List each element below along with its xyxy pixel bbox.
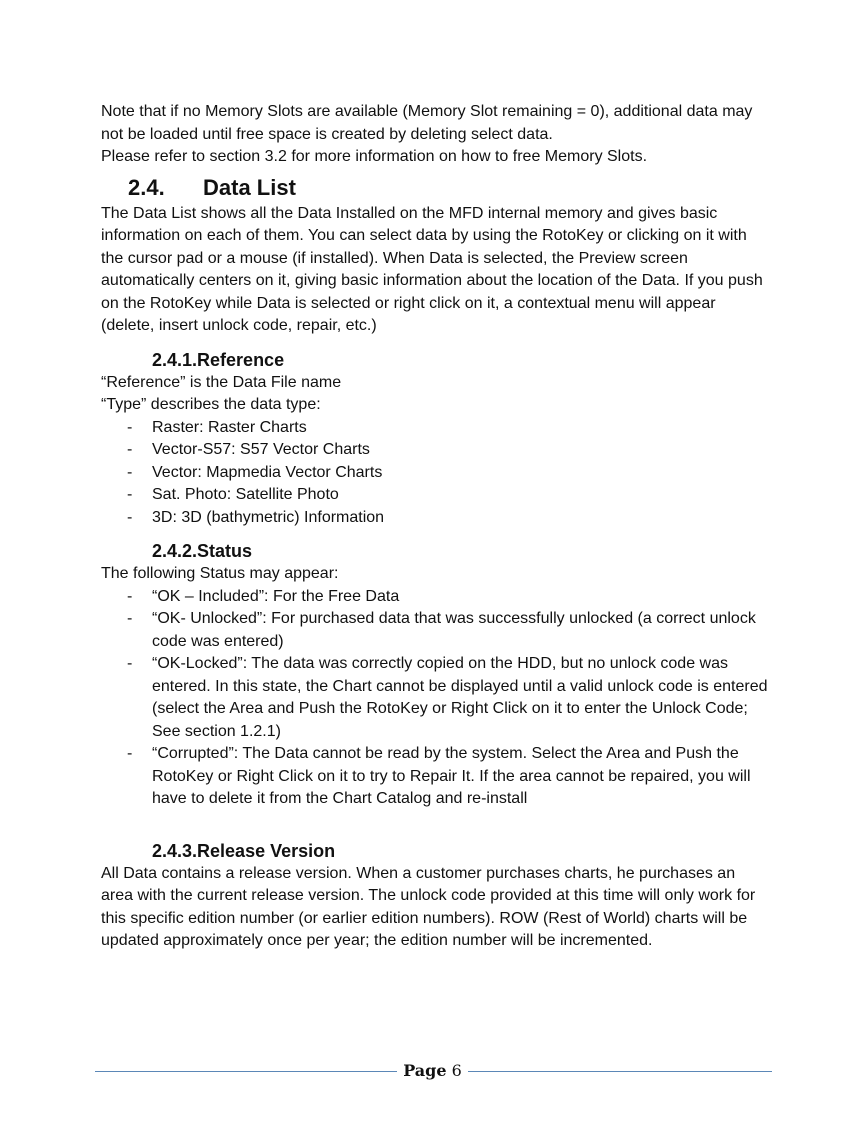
type-list <box>101 417 771 530</box>
section-body: The Data List shows all the Data Installed on the MFD internal memory and gives basic information on each of them. You can select data by using the RotoKey or clicking on it with the cursor pad or a mouse (if installed). When Data is selected, the Preview screen automatically centers on it, giving basic information about the location of the Data. If you push on the RotoKey while Data is selected or right click on it, a contextual menu will appear (delete, insert unlock code, repair, etc.) <box>101 204 763 334</box>
intro-paragraph-1: Note that if no Memory Slots are available (Memory Slot remaining = 0), additional data may not be loaded until free space is created by deleting select data. <box>101 103 753 143</box>
section-title: Data List <box>203 174 296 200</box>
page-footer <box>95 1059 772 1085</box>
section-number: 2.4. <box>128 174 165 200</box>
page-number-value: 6 <box>451 1061 462 1080</box>
page-label: Page <box>403 1061 447 1080</box>
list-item: - 3D: 3D (bathymetric) Information <box>101 507 771 530</box>
status-intro: The following Status may appear: <box>101 565 339 582</box>
document-body <box>101 101 771 953</box>
list-item: - Vector-S57: S57 Vector Charts <box>101 439 771 462</box>
reference-line-1: “Reference” is the Data File name <box>101 373 342 391</box>
list-item: - “Corrupted”: The Data cannot be read by the system. Select the Area and Push the RotoKey or Right Click on it to try to Repair It. If the area cannot be repaired, you will have to delete it from the Chart Catalog and re-install <box>101 743 771 811</box>
list-item: - Vector: Mapmedia Vector Charts <box>101 462 771 485</box>
reference-line-2: “Type” describes the data type: <box>101 396 321 413</box>
list-item: - “OK-Locked”: The data was correctly copied on the HDD, but no unlock code was entered. In this state, the Chart cannot be displayed until a valid unlock code is entered (select the Area and Push the RotoKey or Right Click on it to enter the Unlock Code; See section 1.2.1) <box>101 653 771 743</box>
release-body: All Data contains a release version. When a customer purchases charts, he purchases an area with the current release version. The unlock code provided at this time will only work for this specific edition number (or earlier edition numbers). ROW (Rest of World) charts will be updated approximately once per year; the edition number will be incremented. <box>101 864 756 949</box>
intro-paragraph-2: Please refer to section 3.2 for more information on how to free Memory Slots. <box>101 148 648 165</box>
footer-rule-left <box>95 1071 397 1072</box>
list-item: - “OK – Included”: For the Free Data <box>101 586 771 609</box>
status-heading: 2.4.2.Status <box>152 541 253 561</box>
list-item: - “OK- Unlocked”: For purchased data that was successfully unlocked (a correct unlock code was entered) <box>101 608 771 653</box>
list-item: - Raster: Raster Charts <box>101 417 771 440</box>
page-number <box>397 1061 468 1080</box>
release-heading: 2.4.3.Release Version <box>152 840 336 861</box>
reference-heading: 2.4.1.Reference <box>152 349 285 370</box>
footer-rule-right <box>468 1071 772 1072</box>
list-item: - Sat. Photo: Satellite Photo <box>101 484 771 507</box>
section-heading <box>101 173 771 203</box>
status-list <box>101 586 771 811</box>
